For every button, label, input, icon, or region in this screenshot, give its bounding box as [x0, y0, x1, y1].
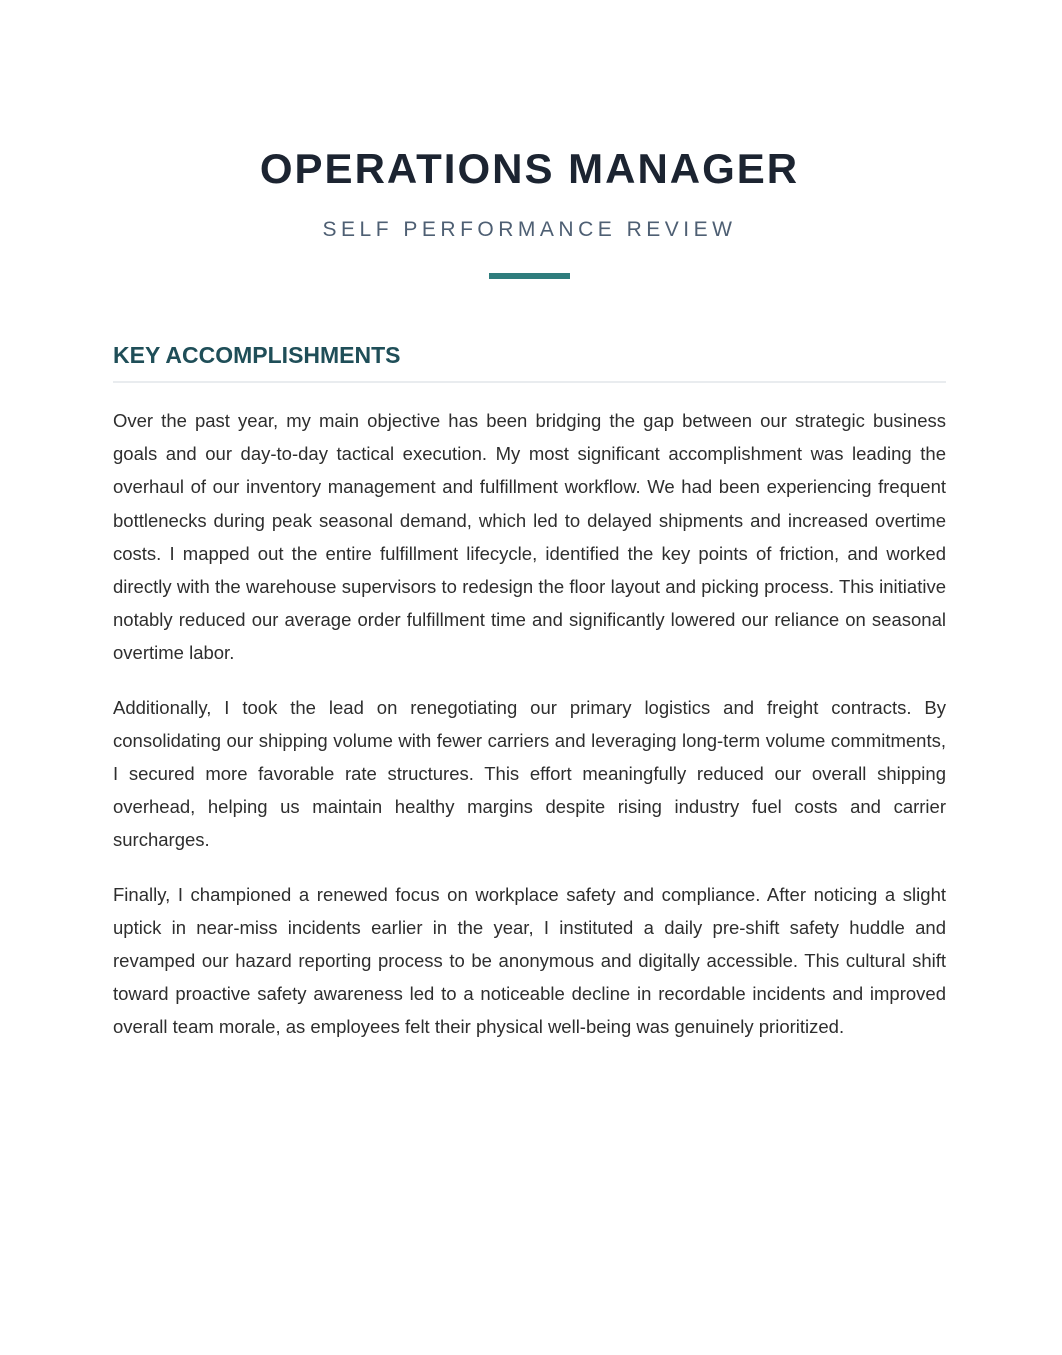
document-subtitle: SELF PERFORMANCE REVIEW	[322, 218, 737, 241]
paragraph-workplace-safety: Finally, I championed a renewed focus on workplace safety and compliance. After noticing a slight uptick in near-miss incidents earlier in the year, I instituted a daily pre-shift safety huddle and revamped our hazard reporting process to be anonymous and digitally accessible. This cultural shift toward proactive safety awareness led to a noticeable decline in recordable incidents and improved overall team morale, as employees felt their physical well-being was genuinely prioritized.	[113, 883, 946, 1038]
section-divider	[113, 381, 946, 383]
section-body	[113, 404, 946, 1065]
title-accent-divider	[489, 273, 570, 279]
paragraph-logistics-contracts: Additionally, I took the lead on renegotiating our primary logistics and freight contracts. By consolidating our shipping volume with fewer carriers and leveraging long-term volume commitments, I secured more favorable rate structures. This effort meaningfully reduced our overall shipping overhead, helping us maintain healthy margins despite rising industry fuel costs and carrier surcharges.	[113, 696, 946, 851]
document-title: OPERATIONS MANAGER	[259, 145, 800, 192]
paragraph-inventory-overhaul: Over the past year, my main objective has been bridging the gap between our strategic business goals and our day-to-day tactical execution. My most significant accomplishment was leading the overhaul of our inventory management and fulfillment workflow. We had been experiencing frequent bottlenecks during peak seasonal demand, which led to delayed shipments and increased overtime costs. I mapped out the entire fulfillment lifecycle, identified the key points of friction, and worked directly with the warehouse supervisors to redesign the floor layout and picking process. This initiative notably reduced our average order fulfillment time and significantly lowered our reliance on seasonal overtime labor.	[113, 410, 946, 664]
section-heading-key-accomplishments: KEY ACCOMPLISHMENTS	[113, 342, 401, 368]
